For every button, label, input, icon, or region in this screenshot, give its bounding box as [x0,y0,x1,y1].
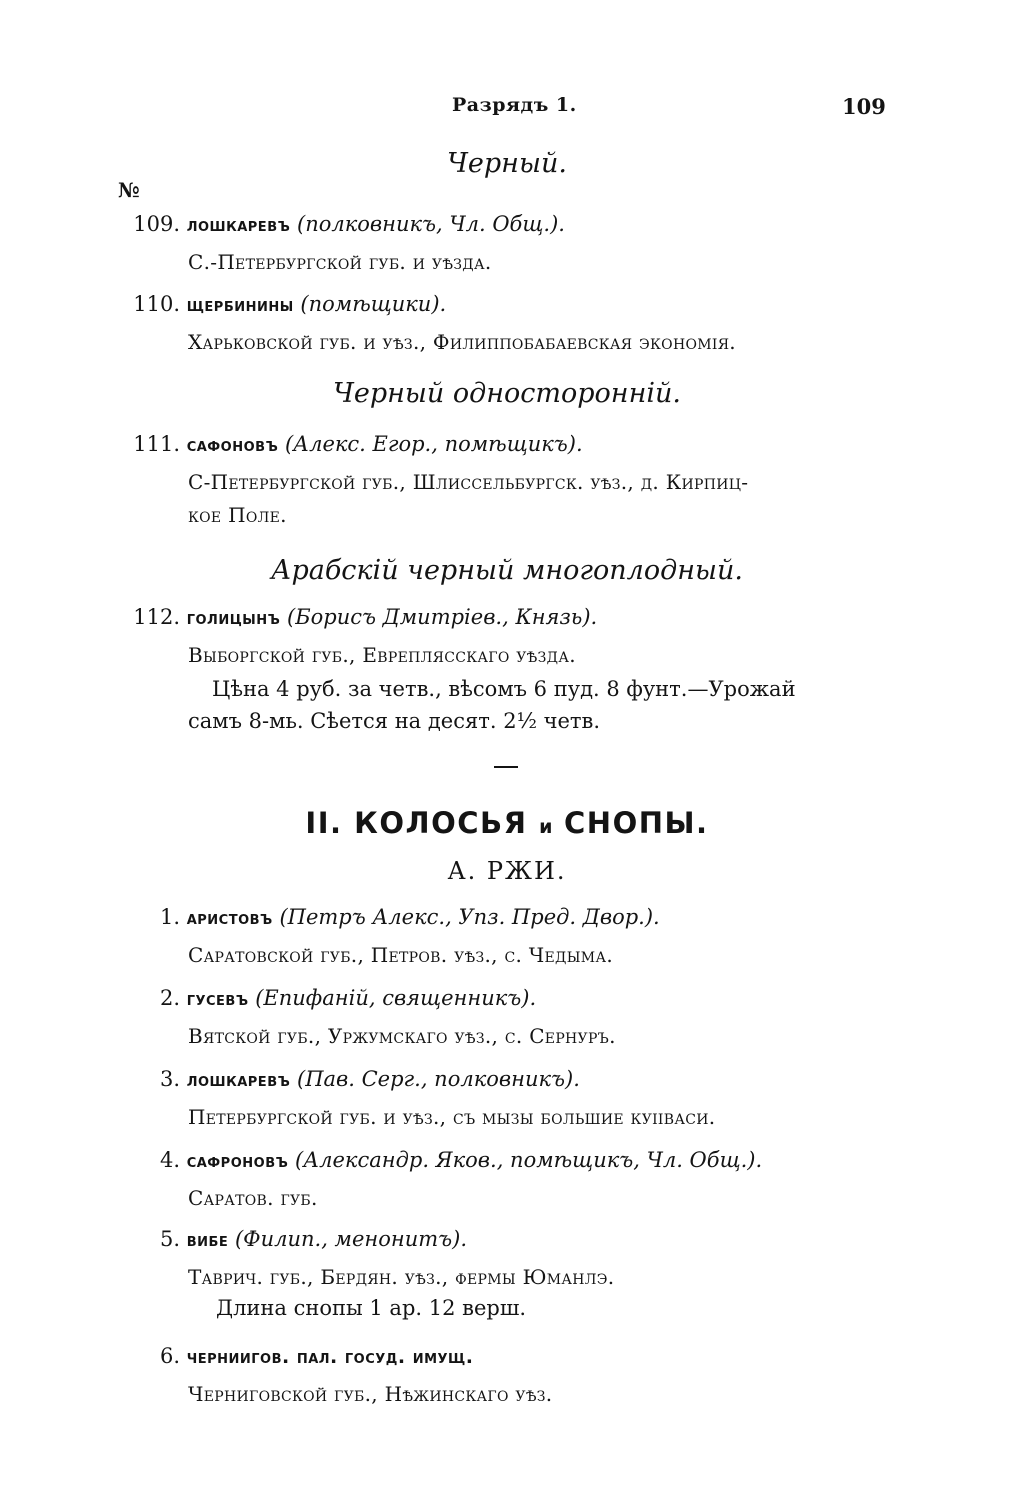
entry-detail: (помѣщики). [300,292,447,316]
entry-detail: (полковникъ, Чл. Общ.). [297,212,565,236]
entry-location: С.-Петербургской губ. и уѣзда. [188,250,492,274]
entry-note: Длина снопы 1 ар. 12 верш. [216,1296,527,1320]
entry-location: Таврич. губ., Бердян. уѣз., фермы Юманлэ. [188,1265,615,1289]
section-conj: и [539,816,553,838]
entry-detail: (Филип., менонитъ). [234,1227,467,1251]
separator-dash [494,766,518,768]
entry-name: аристовъ [186,907,273,929]
heading-arabic: Арабскій черный многоплодный. [271,555,743,586]
entry-location: С-Петербургской губ., Шлиссельбургск. уѣз., д. Кирпиц- [188,470,749,494]
entry-number: 6. [159,1344,180,1368]
section-roman: II. [305,806,343,840]
heading-black-onesided: Черный односторонній. [333,378,681,409]
entry-name: вибе [186,1229,229,1251]
entry-location: Харьковской губ. и уѣз., Филиппобабаевская экономія. [188,330,736,354]
entry-number: 1. [159,905,180,929]
entry-detail: (Александр. Яков., помѣщикъ, Чл. Общ.). [295,1148,763,1172]
entry-number: 111. [133,432,180,456]
section-word2: СНОПЫ. [564,806,709,840]
entry-number: 3. [159,1067,180,1091]
entry-location: Саратов. губ. [188,1186,318,1210]
subsection-title: А. РЖИ. [447,857,567,885]
entry-name: лошкаревъ [186,1069,291,1091]
entry-detail: (Борисъ Дмитріев., Князь). [287,605,598,629]
entry-name: черниигов. пал. госуд. имущ. [186,1346,474,1368]
entry-name: гусевъ [186,988,249,1010]
entry-number: 112. [133,605,180,629]
entry-name: голицынъ [186,607,281,629]
entry-location: Петербургской губ. и уѣз., съ мызы большие куііваси. [188,1105,716,1129]
entry-location: Саратовской губ., Петров. уѣз., с. Чедыма. [188,943,614,967]
entry-number: 4. [159,1148,180,1172]
entry-detail: (Алекс. Егор., помѣщикъ). [284,432,583,456]
entry-number: 5. [159,1227,180,1251]
entry-location: Черниговской губ., Нѣжинскаго уѣз. [188,1382,553,1406]
entry-note: Цѣна 4 руб. за четв., вѣсомъ 6 пуд. 8 фунт.—Урожай [212,677,796,701]
entry-detail: (Петръ Алекс., Упз. Пред. Двор.). [279,905,660,929]
entry-location: Выборгской губ., Евреплясскаго уѣзда. [188,643,576,667]
number-sign: № [118,178,140,202]
heading-black: Черный. [447,148,567,179]
entry-number: 2. [159,986,180,1010]
running-head: Разрядъ 1. [452,94,577,116]
entry-location-continued: кое Поле. [188,503,287,527]
entry-detail: (Епифаній, священникъ). [255,986,537,1010]
entry-note-continued: самъ 8-мь. Сѣется на десят. 2½ четв. [188,709,601,733]
page-number: 109 [842,94,886,119]
entry-name: лошкаревъ [186,214,291,236]
entry-name: сафоновъ [186,434,279,456]
entry-location: Вятской губ., Уржумскаго уѣз., с. Сернуръ. [188,1024,616,1048]
entry-detail: (Пав. Серг., полковникъ). [297,1067,580,1091]
entry-number: 109. [133,212,180,236]
section-title [0,806,1014,840]
section-word1: КОЛОСЬЯ [354,806,528,840]
entry-number: 110. [133,292,180,316]
entry-name: сафроновъ [186,1150,289,1172]
entry-name: щербинины [186,294,294,316]
